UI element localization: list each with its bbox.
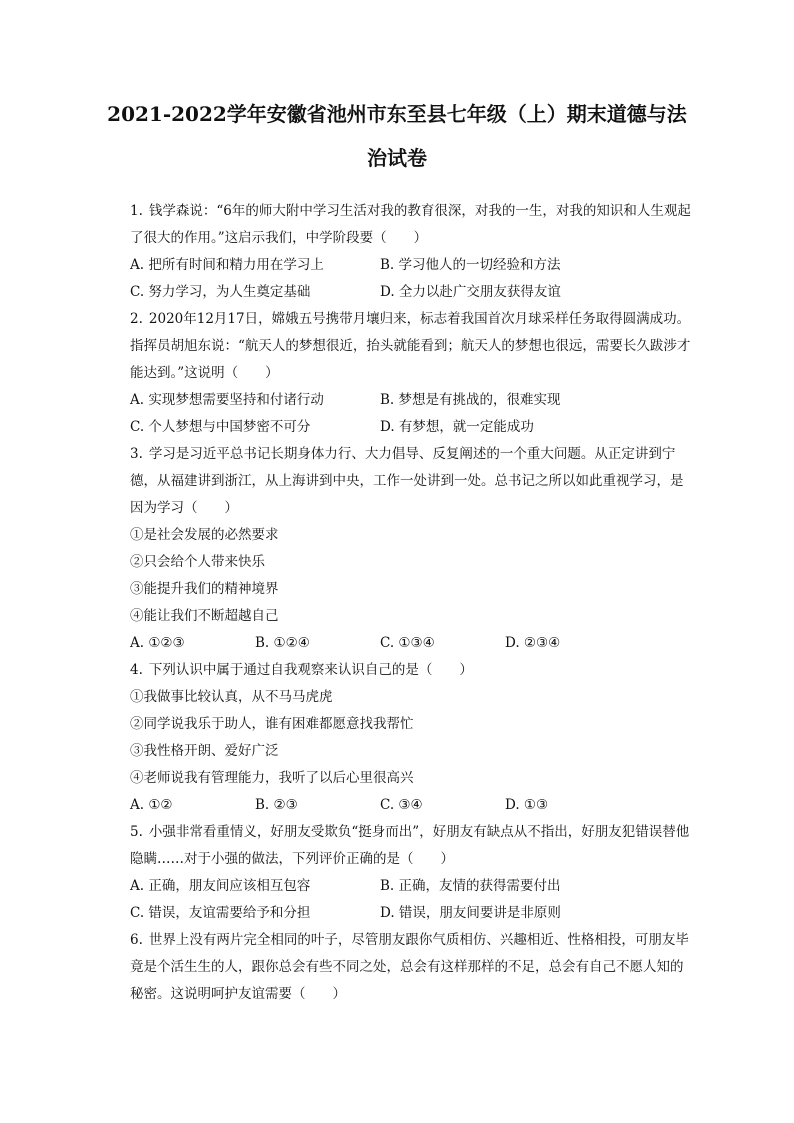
- answer-option: B. 正确，友情的获得需要付出: [380, 878, 561, 894]
- question-number: 4.: [130, 662, 143, 678]
- statement-item: ④能让我们不断超越自己: [130, 608, 279, 624]
- question-list: [130, 198, 694, 1008]
- option-row: [130, 630, 694, 657]
- answer-option: D. ②③④: [505, 635, 561, 651]
- statement-item: ①我做事比较认真，从不马马虎虎: [130, 689, 333, 705]
- question-number: 2.: [130, 311, 143, 327]
- question-5: [130, 819, 694, 873]
- statement-item: ①是社会发展的必然要求: [130, 527, 279, 543]
- statement-item: ④老师说我有管理能力，我听了以后心里很高兴: [130, 770, 414, 786]
- option-row: [130, 387, 694, 414]
- question-number: 5.: [130, 824, 143, 840]
- option-row: [130, 414, 694, 441]
- title-line-1: 2021-2022学年安徽省池州市东至县七年级（上）期末道德与法: [107, 102, 687, 126]
- answer-option: D. 错误，朋友间要讲是非原则: [380, 905, 561, 921]
- question-3: [130, 441, 694, 522]
- answer-option: C. ①③④: [380, 635, 435, 651]
- question-number: 3.: [130, 446, 143, 462]
- option-row: [130, 873, 694, 900]
- answer-option: A. 正确，朋友间应该相互包容: [130, 878, 311, 894]
- answer-option: A. 实现梦想需要坚持和付诸行动: [130, 392, 324, 408]
- title-line-2: 治试卷: [367, 146, 427, 170]
- question-number: 1.: [130, 203, 143, 219]
- answer-option: C. 努力学习，为人生奠定基础: [130, 284, 311, 300]
- question-6: [130, 927, 694, 1008]
- exam-title: [60, 92, 734, 180]
- answer-option: B. ①②④: [255, 635, 310, 651]
- question-4: [130, 657, 694, 684]
- answer-option: C. 个人梦想与中国梦密不可分: [130, 419, 311, 435]
- option-row: [130, 792, 694, 819]
- statement-item: ③能提升我们的精神境界: [130, 581, 279, 597]
- option-row: [130, 252, 694, 279]
- statement-item: ②同学说我乐于助人，谁有困难都愿意找我帮忙: [130, 716, 414, 732]
- answer-option: C. 错误，友谊需要给予和分担: [130, 905, 311, 921]
- answer-option: B. 梦想是有挑战的，很难实现: [380, 392, 561, 408]
- question-stem: 2020年12月17日，嫦娥五号携带月壤归来，标志着我国首次月球采样任务取得圆满成功。指挥员胡旭东说：“航天人的梦想很近，抬头就能看到；航天人的梦想也很远，需要长久跋涉才能达到。”这说明（ ）: [130, 311, 691, 381]
- question-1: [130, 198, 694, 252]
- answer-option: D. 全力以赴广交朋友获得友谊: [380, 284, 561, 300]
- statement-item: ②只会给个人带来快乐: [130, 554, 265, 570]
- answer-option: A. 把所有时间和精力用在学习上: [130, 257, 324, 273]
- question-number: 6.: [130, 932, 143, 948]
- answer-option: B. ②③: [255, 797, 298, 813]
- answer-option: C. ③④: [380, 797, 423, 813]
- option-row: [130, 900, 694, 927]
- question-stem: 下列认识中属于通过自我观察来认识自己的是（ ）: [148, 662, 473, 678]
- answer-option: D. 有梦想，就一定能成功: [380, 419, 534, 435]
- question-stem: 世界上没有两片完全相同的叶子，尽管朋友跟你气质相仿、兴趣相近、性格相投，可朋友毕竟是个活生生的人，跟你总会有些不同之处，总会有这样那样的不足，总会有自己不愿人知的秘密。这说明呵护友谊需要（ ）: [130, 932, 689, 1002]
- statement-item: ③我性格开朗、爱好广泛: [130, 743, 279, 759]
- answer-option: A. ①②: [130, 797, 173, 813]
- question-2: [130, 306, 694, 387]
- answer-option: B. 学习他人的一切经验和方法: [380, 257, 561, 273]
- option-row: [130, 279, 694, 306]
- question-stem: 钱学森说：“6年的师大附中学习生活对我的教育很深，对我的一生，对我的知识和人生观起了很大的作用。”这启示我们，中学阶段要（ ）: [130, 203, 691, 246]
- answer-option: A. ①②③: [130, 635, 185, 651]
- question-stem: 小强非常看重情义，好朋友受欺负“挺身而出”，好朋友有缺点从不指出，好朋友犯错误替他隐瞒……对于小强的做法，下列评价正确的是（ ）: [130, 824, 690, 867]
- answer-option: D. ①③: [505, 797, 549, 813]
- question-stem: 学习是习近平总书记长期身体力行、大力倡导、反复阐述的一个重大问题。从正定讲到宁德，从福建讲到浙江，从上海讲到中央，工作一处讲到一处。总书记之所以如此重视学习，是因为学习（ ）: [130, 446, 684, 516]
